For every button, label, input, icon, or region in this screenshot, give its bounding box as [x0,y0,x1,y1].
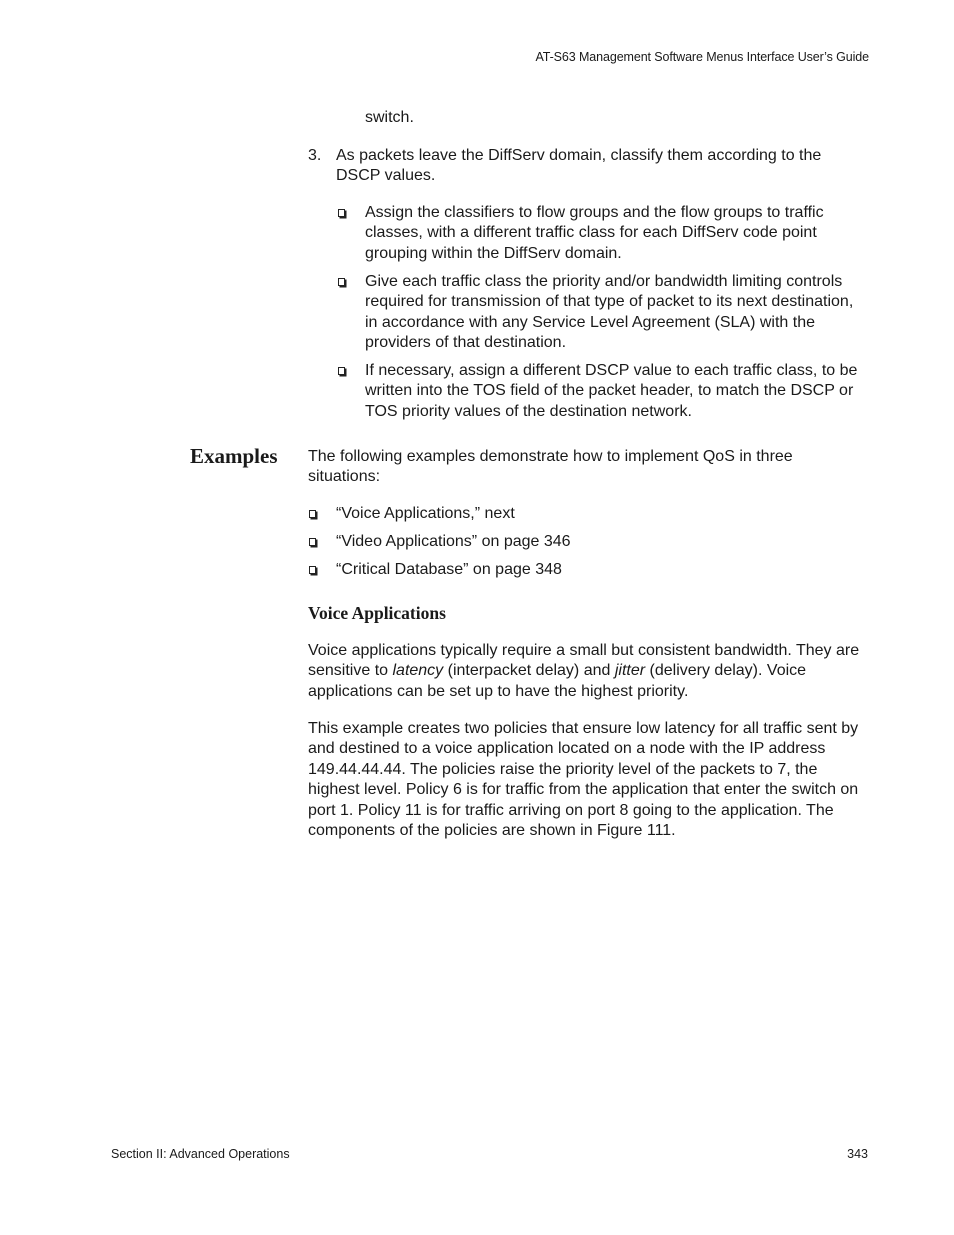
continued-text: switch. [365,109,414,126]
example-link-voice[interactable]: “Voice Applications,” next [336,505,515,522]
step-bullet-2: Give each traffic class the priority and/or bandwidth limiting controls required for transmission of that type of packet to its next destination, in accordance with any Service Level Agreement (SLA) with the providers of that destination. [365,273,854,352]
bullet-box-icon [309,566,316,574]
voice-paragraph-1 [308,641,873,702]
term-latency: latency [392,662,444,680]
voice-p1-part3: (delivery delay). Voice applications can be set up to have the highest priority. [308,662,807,700]
example-link-database[interactable]: “Critical Database” on page 348 [336,561,562,578]
step-text: As packets leave the DiffServ domain, classify them according to the DSCP values. [336,147,822,185]
term-jitter: jitter [614,662,646,680]
bullet-box-icon [338,367,345,375]
voice-p1-part1: Voice applications typically require a small but consistent bandwidth. They are sensitive to [308,642,860,680]
example-link-video[interactable]: “Video Applications” on page 346 [336,533,571,550]
footer-section: Section II: Advanced Operations [111,1147,290,1161]
bullet-box-icon [338,278,345,286]
examples-heading: Examples [190,444,278,468]
examples-intro: The following examples demonstrate how to implement QoS in three situations: [308,448,793,486]
step-number: 3. [308,147,322,164]
page-number: 343 [847,1147,868,1161]
voice-applications-heading: Voice Applications [308,603,446,623]
bullet-box-icon [338,209,345,217]
bullet-box-icon [309,510,316,518]
step-bullet-1: Assign the classifiers to flow groups and the flow groups to traffic classes, with a different traffic class for each DiffServ code point grouping within the DiffServ domain. [365,204,824,262]
step-bullet-3: If necessary, assign a different DSCP value to each traffic class, to be written into the TOS field of the packet header, to match the DSCP or TOS priority values of the destination network. [365,362,858,420]
running-header: AT-S63 Management Software Menus Interface User’s Guide [535,50,869,64]
bullet-box-icon [309,538,316,546]
voice-paragraph-2: This example creates two policies that ensure low latency for all traffic sent by and destined to a voice application located on a node with the IP address 149.44.44.44. The policies raise the priority level of the packets to 7, the highest level. Policy 6 is for traffic from the application that enter the switch on port 1. Policy 11 is for traffic arriving on port 8 going to the application. The components of the policies are shown in Figure 111. [308,720,859,840]
voice-p1-part2: (interpacket delay) and [443,662,615,680]
